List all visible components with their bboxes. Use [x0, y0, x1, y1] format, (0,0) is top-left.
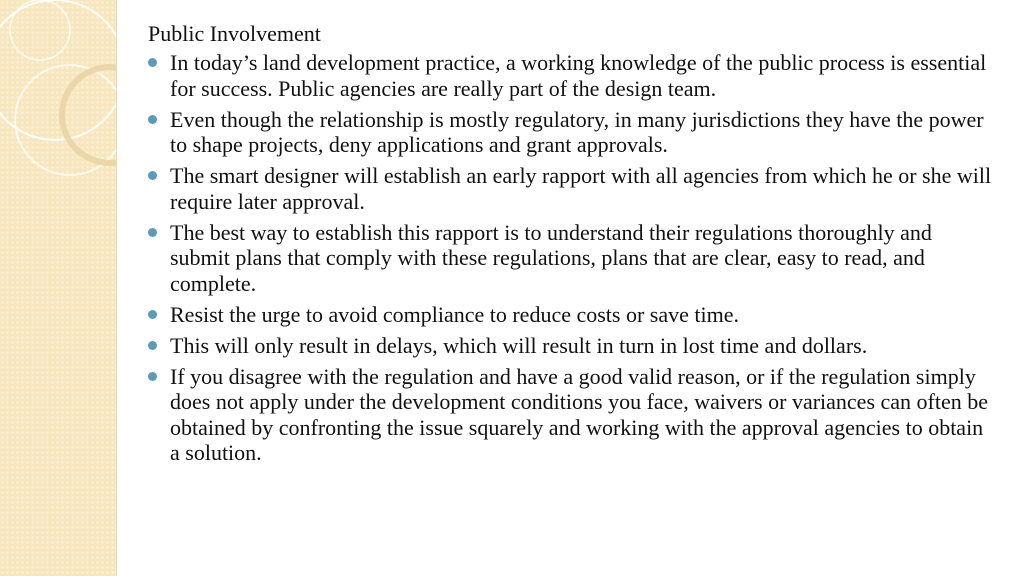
bullet-text: The best way to establish this rapport is to understand their regulations thoroughly and submit plans that comply with these regulations, plans that are clear, easy to read, and complete. [170, 219, 932, 296]
decorative-circles [0, 0, 116, 576]
bullet-text: The smart designer will establish an early rapport with all agencies from which he or she will require later approval. [170, 163, 992, 214]
bullet-text: This will only result in delays, which will result in turn in lost time and dollars. [170, 332, 868, 358]
bullet-item [146, 333, 996, 359]
bullet-item [146, 107, 996, 158]
bullet-dot-icon [148, 58, 157, 67]
bullet-item [146, 302, 996, 328]
bullet-text: Resist the urge to avoid compliance to reduce costs or save time. [170, 301, 739, 327]
bullet-text: In today’s land development practice, a working knowledge of the public process is essential for success. Public agencies are really part of the design team. [170, 50, 987, 101]
bullet-item [146, 364, 996, 466]
bullet-text: If you disagree with the regulation and have a good valid reason, or if the regulation simply does not apply under the development conditions you face, waivers or variances can often be obtained by confronting the issue squarely and working with the approval agencies to obtain a solution. [170, 363, 988, 465]
bullet-text: Even though the relationship is mostly regulatory, in many jurisdictions they have the power to shape projects, deny applications and grant approvals. [170, 106, 984, 157]
bullet-dot-icon [148, 171, 157, 180]
bullet-dot-icon [148, 228, 157, 237]
bullet-dot-icon [148, 341, 157, 350]
bullet-dot-icon [148, 310, 157, 319]
bullet-item [146, 163, 996, 214]
bullet-item [146, 220, 996, 297]
slide-content [146, 20, 996, 471]
bullet-dot-icon [148, 372, 157, 381]
bullet-item [146, 50, 996, 101]
slide-heading: Public Involvement [148, 21, 321, 46]
decorative-side-band [0, 0, 117, 576]
bullet-dot-icon [148, 115, 157, 124]
bullet-list [146, 50, 996, 466]
